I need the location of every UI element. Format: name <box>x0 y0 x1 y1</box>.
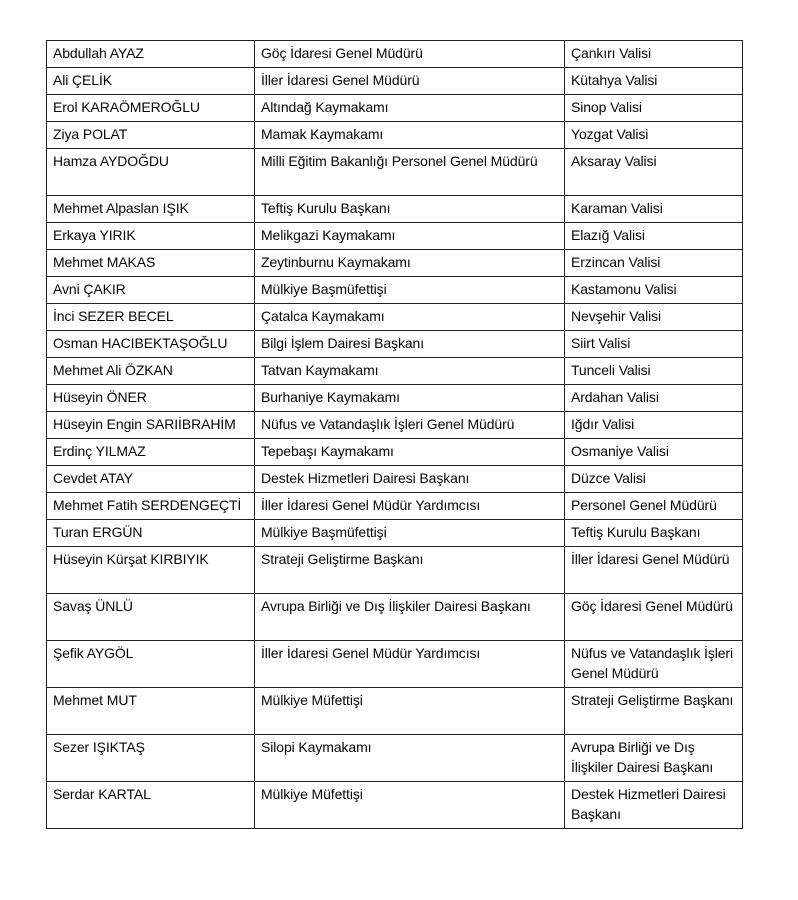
new-post-cell <box>565 520 743 547</box>
table-row <box>47 41 743 68</box>
table-row <box>47 304 743 331</box>
new-post-cell <box>565 95 743 122</box>
person-name-text: Osman HACIBEKTAŞOĞLU <box>53 335 228 351</box>
person-name-text: Ziya POLAT <box>53 126 128 142</box>
new-post-cell <box>565 439 743 466</box>
appointments-table-body <box>47 41 743 829</box>
new-post-text: Aksaray Valisi <box>571 153 657 169</box>
new-post-text: Avrupa Birliği ve Dış İlişkiler Dairesi Başkanı <box>571 739 714 775</box>
previous-post-cell <box>255 122 565 149</box>
previous-post-text: Zeytinburnu Kaymakamı <box>261 254 411 270</box>
person-name-cell <box>47 331 255 358</box>
person-name-cell <box>47 196 255 223</box>
person-name-text: Mehmet MAKAS <box>53 254 156 270</box>
new-post-cell <box>565 782 743 829</box>
previous-post-text: Strateji Geliştirme Başkanı <box>261 551 424 567</box>
person-name-cell <box>47 439 255 466</box>
new-post-cell <box>565 385 743 412</box>
previous-post-cell <box>255 547 565 594</box>
new-post-text: Kütahya Valisi <box>571 72 658 88</box>
person-name-cell <box>47 68 255 95</box>
table-row <box>47 331 743 358</box>
new-post-text: İller İdaresi Genel Müdürü <box>571 551 730 567</box>
table-row <box>47 493 743 520</box>
person-name-cell <box>47 493 255 520</box>
new-post-text: Yozgat Valisi <box>571 126 649 142</box>
person-name-text: Erol KARAÖMEROĞLU <box>53 99 200 115</box>
new-post-cell <box>565 196 743 223</box>
person-name-text: Erdinç YILMAZ <box>53 443 146 459</box>
previous-post-cell <box>255 520 565 547</box>
person-name-cell <box>47 250 255 277</box>
person-name-cell <box>47 520 255 547</box>
previous-post-cell <box>255 331 565 358</box>
previous-post-cell <box>255 304 565 331</box>
new-post-text: Siirt Valisi <box>571 335 631 351</box>
previous-post-text: Mamak Kaymakamı <box>261 126 384 142</box>
person-name-text: Hüseyin Engin SARIİBRAHİM <box>53 416 236 432</box>
previous-post-text: İller İdaresi Genel Müdürü <box>261 72 420 88</box>
previous-post-cell <box>255 358 565 385</box>
previous-post-text: Avrupa Birliği ve Dış İlişkiler Dairesi Başkanı <box>261 598 531 614</box>
table-row <box>47 385 743 412</box>
previous-post-text: İller İdaresi Genel Müdür Yardımcısı <box>261 497 481 513</box>
new-post-cell <box>565 641 743 688</box>
previous-post-cell <box>255 385 565 412</box>
person-name-text: Mehmet MUT <box>53 692 137 708</box>
previous-post-cell <box>255 594 565 641</box>
person-name-cell <box>47 223 255 250</box>
person-name-cell <box>47 385 255 412</box>
person-name-cell <box>47 149 255 196</box>
previous-post-text: Tatvan Kaymakamı <box>261 362 379 378</box>
new-post-text: Teftiş Kurulu Başkanı <box>571 524 701 540</box>
previous-post-cell <box>255 95 565 122</box>
previous-post-cell <box>255 223 565 250</box>
new-post-text: Iğdır Valisi <box>571 416 635 432</box>
new-post-cell <box>565 149 743 196</box>
previous-post-cell <box>255 493 565 520</box>
person-name-text: Savaş ÜNLÜ <box>53 598 133 614</box>
table-row <box>47 250 743 277</box>
previous-post-text: Altındağ Kaymakamı <box>261 99 389 115</box>
new-post-cell <box>565 493 743 520</box>
table-row <box>47 196 743 223</box>
previous-post-text: Tepebaşı Kaymakamı <box>261 443 394 459</box>
table-row <box>47 68 743 95</box>
previous-post-text: Mülkiye Müfettişi <box>261 692 363 708</box>
person-name-cell <box>47 735 255 782</box>
new-post-cell <box>565 331 743 358</box>
new-post-text: Karaman Valisi <box>571 200 663 216</box>
person-name-text: Hüseyin Kürşat KIRBIYIK <box>53 551 209 567</box>
new-post-text: Düzce Valisi <box>571 470 646 486</box>
person-name-cell <box>47 277 255 304</box>
table-row <box>47 735 743 782</box>
person-name-text: Erkaya YIRIK <box>53 227 136 243</box>
table-row <box>47 95 743 122</box>
person-name-cell <box>47 466 255 493</box>
person-name-cell <box>47 41 255 68</box>
previous-post-text: Burhaniye Kaymakamı <box>261 389 400 405</box>
new-post-text: Tunceli Valisi <box>571 362 651 378</box>
new-post-text: Ardahan Valisi <box>571 389 659 405</box>
new-post-text: Çankırı Valisi <box>571 45 652 61</box>
new-post-cell <box>565 466 743 493</box>
previous-post-text: Mülkiye Başmüfettişi <box>261 281 387 297</box>
new-post-cell <box>565 277 743 304</box>
person-name-text: Mehmet Ali ÖZKAN <box>53 362 173 378</box>
new-post-cell <box>565 41 743 68</box>
person-name-cell <box>47 641 255 688</box>
previous-post-cell <box>255 782 565 829</box>
table-row <box>47 358 743 385</box>
new-post-text: Destek Hizmetleri Dairesi Başkanı <box>571 786 726 822</box>
new-post-text: Erzincan Valisi <box>571 254 661 270</box>
person-name-text: Şefik AYGÖL <box>53 645 134 661</box>
new-post-text: Nevşehir Valisi <box>571 308 662 324</box>
previous-post-cell <box>255 196 565 223</box>
person-name-cell <box>47 547 255 594</box>
person-name-text: Serdar KARTAL <box>53 786 151 802</box>
table-row <box>47 439 743 466</box>
appointments-table <box>46 40 743 829</box>
new-post-cell <box>565 250 743 277</box>
previous-post-cell <box>255 412 565 439</box>
table-row <box>47 547 743 594</box>
new-post-cell <box>565 412 743 439</box>
person-name-text: Ali ÇELİK <box>53 72 113 88</box>
person-name-text: Sezer IŞIKTAŞ <box>53 739 145 755</box>
previous-post-cell <box>255 735 565 782</box>
table-row <box>47 466 743 493</box>
new-post-cell <box>565 358 743 385</box>
table-row <box>47 782 743 829</box>
previous-post-cell <box>255 641 565 688</box>
person-name-cell <box>47 594 255 641</box>
new-post-cell <box>565 122 743 149</box>
person-name-text: Avni ÇAKIR <box>53 281 126 297</box>
previous-post-text: Göç İdaresi Genel Müdürü <box>261 45 423 61</box>
person-name-cell <box>47 688 255 735</box>
person-name-cell <box>47 122 255 149</box>
new-post-text: Strateji Geliştirme Başkanı <box>571 692 734 708</box>
previous-post-cell <box>255 439 565 466</box>
person-name-cell <box>47 304 255 331</box>
new-post-text: Elazığ Valisi <box>571 227 645 243</box>
person-name-text: İnci SEZER BECEL <box>53 308 174 324</box>
person-name-cell <box>47 95 255 122</box>
previous-post-cell <box>255 250 565 277</box>
person-name-text: Mehmet Alpaslan IŞIK <box>53 200 189 216</box>
new-post-text: Osmaniye Valisi <box>571 443 669 459</box>
person-name-text: Abdullah AYAZ <box>53 45 144 61</box>
new-post-cell <box>565 594 743 641</box>
person-name-text: Hamza AYDOĞDU <box>53 153 169 169</box>
previous-post-text: Nüfus ve Vatandaşlık İşleri Genel Müdürü <box>261 416 515 432</box>
person-name-text: Mehmet Fatih SERDENGEÇTİ <box>53 497 242 513</box>
new-post-cell <box>565 688 743 735</box>
table-row <box>47 520 743 547</box>
person-name-text: Cevdet ATAY <box>53 470 133 486</box>
previous-post-text: Milli Eğitim Bakanlığı Personel Genel Müdürü <box>261 153 538 169</box>
previous-post-text: Çatalca Kaymakamı <box>261 308 385 324</box>
previous-post-text: Silopi Kaymakamı <box>261 739 372 755</box>
previous-post-text: Destek Hizmetleri Dairesi Başkanı <box>261 470 470 486</box>
previous-post-text: Mülkiye Başmüfettişi <box>261 524 387 540</box>
previous-post-cell <box>255 466 565 493</box>
new-post-cell <box>565 304 743 331</box>
table-row <box>47 223 743 250</box>
table-row <box>47 641 743 688</box>
new-post-cell <box>565 223 743 250</box>
new-post-text: Göç İdaresi Genel Müdürü <box>571 598 733 614</box>
previous-post-text: Bilgi İşlem Dairesi Başkanı <box>261 335 425 351</box>
table-row <box>47 277 743 304</box>
new-post-text: Nüfus ve Vatandaşlık İşleri Genel Müdürü <box>571 645 734 681</box>
person-name-cell <box>47 412 255 439</box>
new-post-text: Personel Genel Müdürü <box>571 497 717 513</box>
previous-post-cell <box>255 68 565 95</box>
table-row <box>47 688 743 735</box>
previous-post-cell <box>255 688 565 735</box>
table-row <box>47 594 743 641</box>
new-post-text: Kastamonu Valisi <box>571 281 677 297</box>
person-name-text: Hüseyin ÖNER <box>53 389 147 405</box>
previous-post-text: Melikgazi Kaymakamı <box>261 227 396 243</box>
new-post-text: Sinop Valisi <box>571 99 642 115</box>
previous-post-text: Teftiş Kurulu Başkanı <box>261 200 391 216</box>
previous-post-cell <box>255 277 565 304</box>
person-name-text: Turan ERGÜN <box>53 524 143 540</box>
table-row <box>47 412 743 439</box>
new-post-cell <box>565 547 743 594</box>
person-name-cell <box>47 358 255 385</box>
person-name-cell <box>47 782 255 829</box>
new-post-cell <box>565 735 743 782</box>
new-post-cell <box>565 68 743 95</box>
table-row <box>47 149 743 196</box>
previous-post-text: İller İdaresi Genel Müdür Yardımcısı <box>261 645 481 661</box>
previous-post-cell <box>255 41 565 68</box>
previous-post-cell <box>255 149 565 196</box>
table-row <box>47 122 743 149</box>
previous-post-text: Mülkiye Müfettişi <box>261 786 363 802</box>
